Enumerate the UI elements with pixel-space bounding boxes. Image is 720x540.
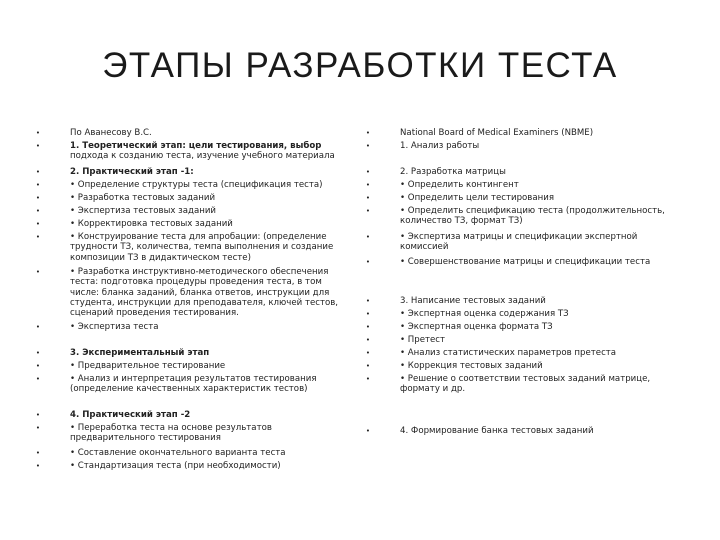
- bullet-text-line: National Board of Medical Examiners (NBME): [400, 128, 594, 138]
- bullet-dot: •: [35, 349, 41, 357]
- bullet-dot: •: [35, 323, 41, 331]
- bullet-text-line: По Аванесову В.С.: [70, 128, 152, 138]
- bullet-item: [35, 167, 194, 177]
- bullet-item: [365, 180, 519, 190]
- bullet-dot: •: [365, 181, 371, 189]
- bullet-dot: •: [35, 424, 41, 432]
- bullet-text-line: • Экспертиза матрицы и спецификации экспертной: [400, 232, 638, 242]
- bullet-text-line: • Предварительное тестирование: [70, 361, 226, 371]
- bullet-item: [365, 361, 543, 371]
- bullet-dot: •: [365, 258, 371, 266]
- bullet-dot: •: [365, 207, 371, 215]
- bullet-item: [35, 348, 210, 358]
- bullet-item: [35, 180, 323, 190]
- bullet-text-line: (определение качественных характеристик тестов): [70, 384, 308, 395]
- bullet-dot: •: [365, 129, 371, 137]
- bullet-text-line: • Определить цели тестирования: [400, 193, 555, 203]
- bullet-dot: •: [35, 168, 41, 176]
- bullet-text-line: • Анализ статистических параметров претеста: [400, 348, 617, 358]
- slide-title: ЭТАПЫ РАЗРАБОТКИ ТЕСТА: [102, 46, 618, 85]
- bullet-item: [35, 322, 159, 332]
- bullet-text-line: композиции ТЗ в дидактическом тесте): [70, 252, 251, 263]
- bullet-item: [365, 141, 480, 151]
- bullet-text-line: студента, инструкции для преподавателя, ключей тестов,: [70, 297, 339, 308]
- bullet-text-line: • Коррекция тестовых заданий: [400, 361, 543, 371]
- bullet-text-line: комиссией: [400, 242, 449, 253]
- bullet-text-line: • Решение о соответствии тестовых заданий матрице,: [400, 374, 651, 384]
- bullet-dot: •: [35, 129, 41, 137]
- bullet-item: [35, 219, 233, 229]
- bullet-dot: •: [35, 181, 41, 189]
- bullet-text-line: формату и др.: [400, 384, 466, 395]
- bullet-text-line: • Определить спецификацию теста (продолжительность,: [400, 206, 665, 216]
- bullet-item: [365, 426, 594, 436]
- bullet-text-line: трудности ТЗ, количества, темпа выполнения и создание: [70, 242, 334, 253]
- bullet-dot: •: [35, 411, 41, 419]
- bullet-text-line: • Разработка тестовых заданий: [70, 193, 216, 203]
- bullet-text-line: количество ТЗ, формат ТЗ): [400, 216, 523, 227]
- bullet-item: [35, 141, 335, 162]
- bold-fragment: 4. Практический этап -2: [70, 410, 191, 420]
- bullet-text-line: • Экспертная оценка содержания ТЗ: [400, 309, 569, 319]
- bullet-dot: •: [365, 375, 371, 383]
- bullet-item: [35, 206, 217, 216]
- bullet-dot: •: [365, 297, 371, 305]
- bullet-item: [35, 361, 226, 371]
- bullet-text-line: • Экспертная оценка формата ТЗ: [400, 322, 553, 332]
- bullet-dot: •: [35, 362, 41, 370]
- bullet-item: [365, 335, 446, 345]
- bullet-item: [365, 309, 569, 319]
- bold-fragment: 2. Практический этап -1:: [70, 167, 194, 177]
- bullet-text-line: сценарий проведения тестирования.: [70, 308, 239, 319]
- bullet-dot: •: [365, 310, 371, 318]
- bullet-dot: •: [365, 233, 371, 241]
- bullet-text-line: • Анализ и интерпретация результатов тестирования: [70, 374, 317, 384]
- bullet-text-line: теста: подготовка процедуры проведения теста, в том: [70, 277, 322, 288]
- bullet-item: [365, 374, 651, 395]
- bullet-item: [365, 206, 665, 227]
- bullet-dot: •: [365, 349, 371, 357]
- bullet-text-line: • Экспертиза теста: [70, 322, 159, 332]
- bullet-dot: •: [35, 220, 41, 228]
- bullet-item: [365, 193, 555, 203]
- bullet-text-line: • Определение структуры теста (спецификация теста): [70, 180, 323, 190]
- bullet-item: [35, 232, 334, 263]
- bullet-dot: •: [365, 362, 371, 370]
- bullet-text-line: • Переработка теста на основе результатов: [70, 423, 272, 433]
- bullet-dot: •: [365, 194, 371, 202]
- bullet-item: [35, 448, 286, 458]
- bullet-dot: •: [35, 194, 41, 202]
- bullet-item: [35, 267, 339, 319]
- bullet-text-line: [70, 348, 209, 358]
- bullet-item: [365, 296, 546, 306]
- bullet-text-line: 3. Написание тестовых заданий: [400, 296, 546, 306]
- bullet-dot: •: [35, 449, 41, 457]
- bullet-dot: •: [35, 233, 41, 241]
- bullet-text-line: подхода к созданию теста, изучение учебного материала: [70, 151, 335, 162]
- bullet-text-line: числе: бланка заданий, бланка ответов, инструкции для: [70, 287, 330, 298]
- bullet-text-line: 1. Анализ работы: [400, 141, 480, 151]
- bullet-dot: •: [35, 142, 41, 150]
- bullet-text-line: [70, 141, 335, 151]
- bullet-text-line: • Стандартизация теста (при необходимости): [70, 461, 281, 471]
- bullet-dot: •: [35, 207, 41, 215]
- bullet-text-line: • Экспертиза тестовых заданий: [70, 206, 217, 216]
- bullet-item: [35, 193, 216, 203]
- bullet-item: [365, 167, 506, 177]
- bullet-text-line: [70, 167, 194, 177]
- bullet-text-line: предварительного тестирования: [70, 433, 221, 444]
- bullet-item: [365, 257, 651, 267]
- bullet-item: [365, 232, 638, 253]
- bullet-item: [35, 374, 317, 395]
- bold-fragment: 1. Теоретический этап: цели тестирования, выбор: [70, 141, 322, 151]
- bullet-text-line: 2. Разработка матрицы: [400, 167, 506, 177]
- bullet-dot: •: [365, 142, 371, 150]
- bullet-text-line: • Определить контингент: [400, 180, 519, 190]
- bullet-dot: •: [35, 375, 41, 383]
- bullet-item: [35, 410, 191, 420]
- bullet-item: [365, 322, 553, 332]
- bullet-dot: •: [35, 462, 41, 470]
- bullet-item: [35, 128, 152, 138]
- bullet-item: [35, 461, 281, 471]
- bullet-text-line: • Конструирование теста для апробации: (определение: [70, 232, 327, 242]
- bullet-item: [365, 348, 617, 358]
- bullet-text-line: 4. Формирование банка тестовых заданий: [400, 426, 594, 436]
- bullet-text-line: • Совершенствование матрицы и спецификации теста: [400, 257, 651, 267]
- bullet-dot: •: [35, 268, 41, 276]
- bullet-text-line: • Претест: [400, 335, 446, 345]
- bold-fragment: 3. Экспериментальный этап: [70, 348, 210, 358]
- bullet-text-line: • Составление окончательного варианта теста: [70, 448, 286, 458]
- bullet-text-line: [70, 410, 190, 420]
- bullet-dot: •: [365, 168, 371, 176]
- bullet-dot: •: [365, 336, 371, 344]
- bullet-item: [365, 128, 594, 138]
- bullet-text-line: • Разработка инструктивно-методического обеспечения: [70, 267, 329, 277]
- bullet-item: [35, 423, 272, 444]
- bullet-text-line: • Корректировка тестовых заданий: [70, 219, 233, 229]
- bullet-dot: •: [365, 323, 371, 331]
- bullet-dot: •: [365, 427, 371, 435]
